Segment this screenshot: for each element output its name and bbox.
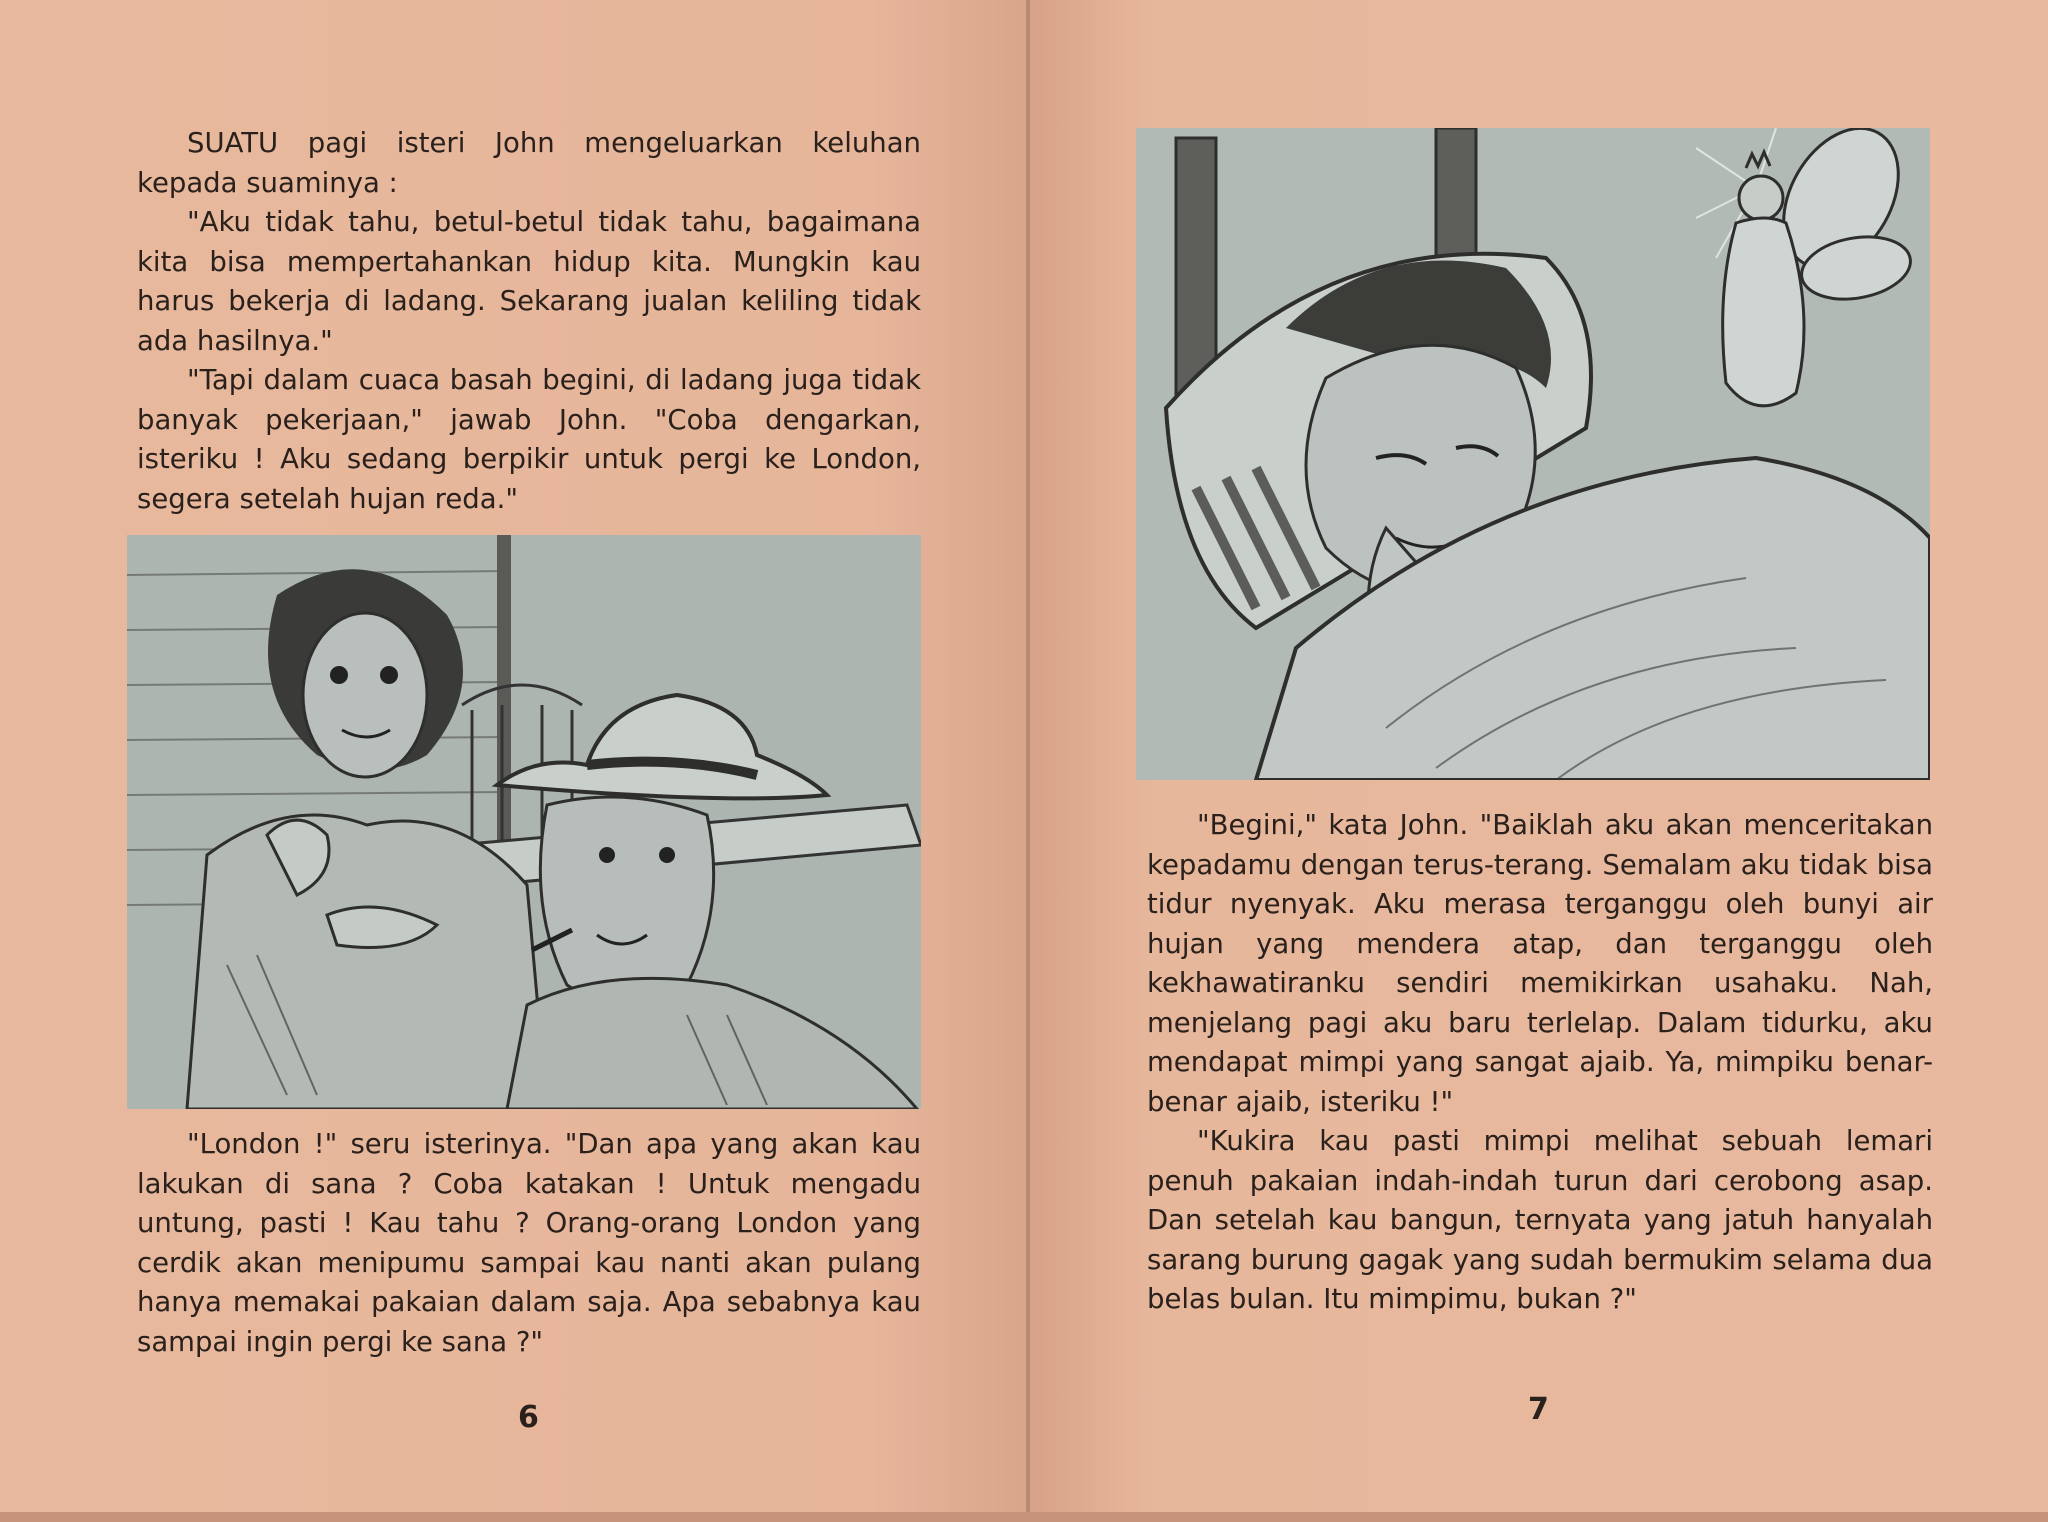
page-number-right: 7 bbox=[1528, 1392, 1549, 1427]
page-bottom-edge bbox=[0, 1512, 2048, 1522]
right-paragraph-1: "Begini," kata John. "Baiklah aku akan menceritakan kepadamu dengan terus-terang. Semalam aku tidak bisa tidur nyenyak. Aku merasa terganggu oleh bunyi air hujan yang mendera atap, dan terganggu oleh kekhawatiranku sendiri memikirkan usahaku. Nah, menjelang pagi aku baru terlelap. Dalam tidurku, aku mendapat mimpi yang sangat ajaib. Ya, mimpiku benar-benar ajaib, isteriku !" bbox=[1147, 809, 1933, 1118]
illustration-couple bbox=[127, 535, 921, 1109]
page-number-left: 6 bbox=[518, 1400, 539, 1435]
right-page bbox=[1030, 0, 2048, 1522]
left-paragraph-1: SUATU pagi isteri John mengeluarkan keluhan kepada suaminya : bbox=[137, 127, 921, 199]
left-paragraph-3: "Tapi dalam cuaca basah begini, di ladang juga tidak banyak pekerjaan," jawab John. "Coba dengarkan, isteriku ! Aku sedang berpikir untuk pergi ke London, segera setelah hujan reda." bbox=[137, 364, 921, 515]
left-text-top bbox=[137, 124, 921, 519]
left-paragraph-2: "Aku tidak tahu, betul-betul tidak tahu, bagaimana kita bisa mempertahankan hidup kita. Mungkin kau harus bekerja di ladang. Sekarang jualan keliling tidak ada hasilnya." bbox=[137, 206, 921, 357]
left-paragraph-4: "London !" seru isterinya. "Dan apa yang akan kau lakukan di sana ? Coba katakan ! Untuk mengadu untung, pasti ! Kau tahu ? Orang-orang London yang cerdik akan menipumu sampai kau nanti akan pulang hanya memakai pakaian dalam saja. Apa sebabnya kau sampai ingin pergi ke sana ?" bbox=[137, 1128, 921, 1358]
right-text bbox=[1147, 806, 1933, 1320]
illustration-dreaming-man-fairy bbox=[1136, 128, 1930, 780]
left-text-bottom bbox=[137, 1125, 921, 1362]
right-paragraph-2: "Kukira kau pasti mimpi melihat sebuah lemari penuh pakaian indah-indah turun dari cerobong asap. Dan setelah kau bangun, ternyata yang jatuh hanyalah sarang burung gagak yang sudah bermukim selama dua belas bulan. Itu mimpimu, bukan ?" bbox=[1147, 1125, 1933, 1315]
